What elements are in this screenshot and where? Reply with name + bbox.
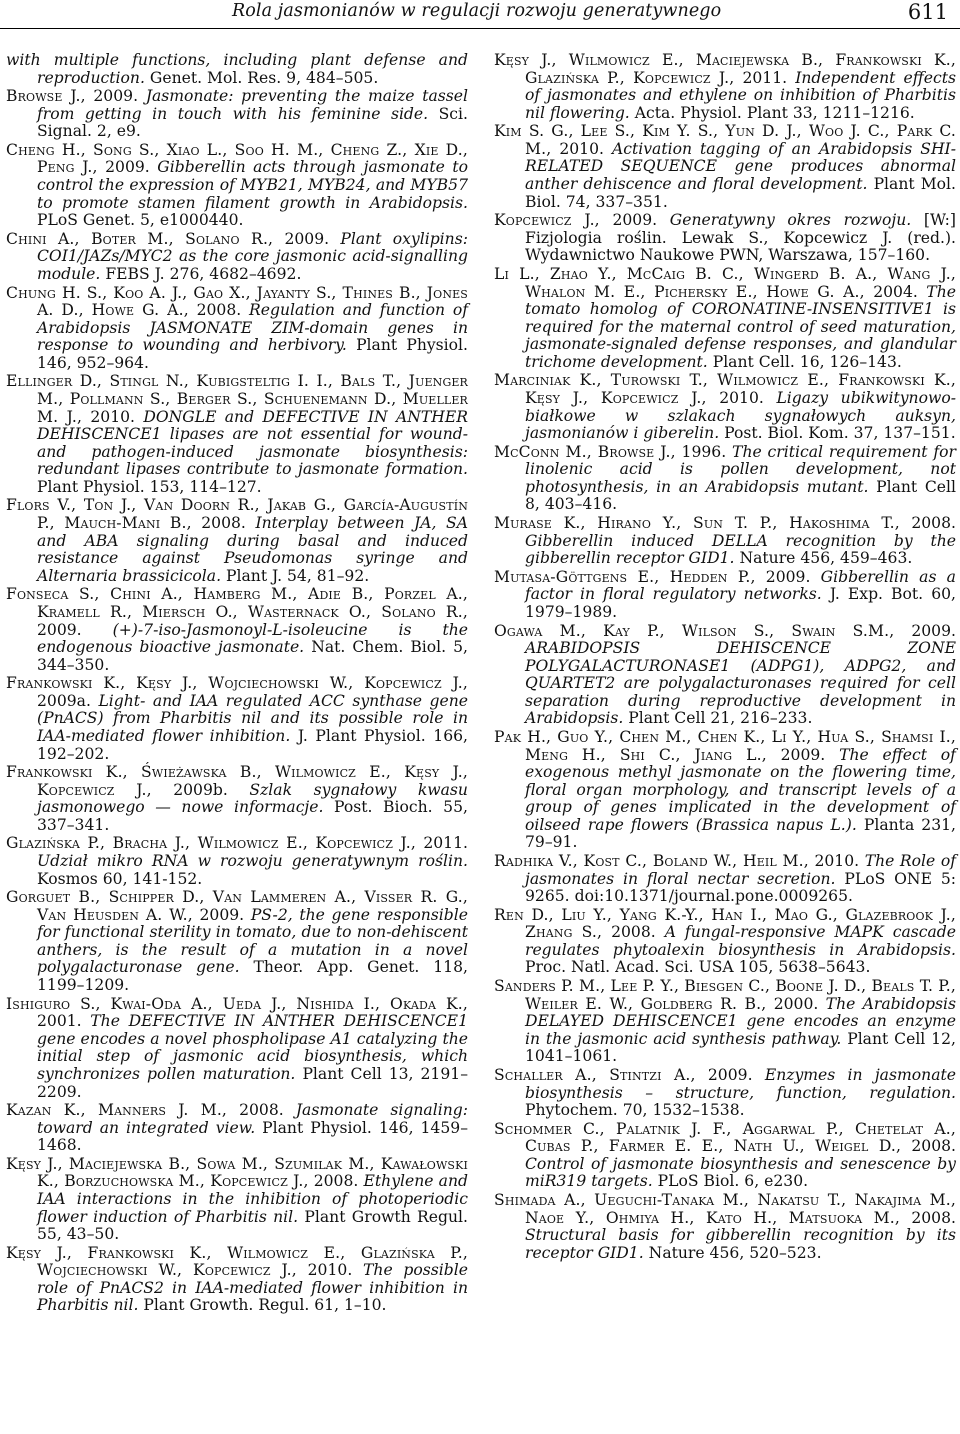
reference-authors: Schaller A., Stintzi A., (494, 1065, 696, 1084)
reference-authors: Kęsy J., Maciejewska B., Sowa M., Szumilak M., Kawałowski K., Borzuchowska M., Kopcewicz J., (6, 1154, 468, 1191)
reference-entry (6, 1156, 468, 1244)
reference-authors: Ogawa M., Kay P., Wilson S., Swain S.M., (494, 621, 895, 640)
reference-title: Light- and IAA regulated ACC synthase gene (PnACS) from Pharbitis nil and its possible role in IAA-mediated flower inhibition. (37, 691, 468, 745)
reference-source: Genet. Mol. Res. 9, 484–505. (149, 68, 379, 87)
reference-title: Udział mikro RNA w rozwoju generatywnym roślin. (37, 852, 468, 871)
reference-authors: Ishiguro S., Kwai-Oda A., Ueda J., Nishida I., Okada K., (6, 994, 468, 1013)
reference-source: Kosmos 60, 141-152. (37, 869, 203, 888)
reference-source: PLoS Biol. 6, e230. (657, 1172, 809, 1191)
reference-year: 2009a. (37, 691, 91, 710)
reference-title: The tomato homolog of CORONATINE-INSENSITIVE1 is required for the maternal control of seed maturation, jasmonate-signaled defense responses, and glandular trichome development. (525, 282, 956, 371)
reference-title: Ligazy ubikwitynowo-białkowe w szlakach sygnałowych auksyn, jasmonianów i giberelin. (525, 388, 956, 443)
reference-title: Jasmonate: preventing the maize tassel from getting in touch with his feminine side. (37, 87, 468, 123)
reference-authors: Pak H., Guo Y., Chen M., Chen K., Li Y., Hua S., Shamsi I., Meng H., Shi C., Jiang L., (494, 727, 956, 764)
reference-source: Plant Cell 12, 1041–1061. (525, 1029, 956, 1066)
reference-year: 2011. (423, 834, 468, 853)
reference-source: Sci. Signal. 2, e9. (37, 104, 468, 141)
reference-authors: Browse J., (6, 87, 86, 106)
reference-authors: Kopcewicz J., (494, 211, 600, 230)
reference-source: Plant Cell 13, 2191–2209. (37, 1064, 468, 1101)
page-header (0, 0, 960, 29)
reference-source: Plant Growth Regul. 55, 43–50. (37, 1207, 468, 1244)
reference-title: with multiple functions, including plant defense and reproduction. (6, 51, 468, 87)
reference-entry (6, 1102, 468, 1155)
reference-source: Plant Physiol. 146, 1459–1468. (37, 1118, 468, 1155)
running-title: Rola jasmonianów w regulacji rozwoju generatywnego (232, 1, 722, 21)
reference-title: Ethylene and IAA interactions in the inhibition of photoperiodic flower induction of Pharbitis nil. (37, 1172, 468, 1226)
reference-year: 2009. (105, 158, 150, 177)
reference-entry (6, 996, 468, 1101)
reference-source: Planta 231, 79–91. (525, 815, 956, 852)
reference-authors: Fonseca S., Chini A., Hamberg M., Adie B., Porzel A., Kramell R., Miersch O., Wasternack O., Solano R., (6, 585, 468, 621)
reference-source: Acta. Physiol. Plant 33, 1211–1216. (634, 103, 915, 122)
reference-source: J. Exp. Bot. 60, 1979–1989. (525, 585, 956, 621)
reference-entry (494, 623, 956, 728)
reference-title: Regulation and function of Arabidopsis JASMONATE ZIM-domain genes in response to wounding and herbivory. (37, 301, 468, 355)
reference-source: PLoS ONE 5: 9265. doi:10.1371/journal.pone.0009265. (525, 869, 956, 906)
reference-authors: Kęsy J., Frankowski K., Wilmowicz E., Glazińska P., Wojciechowski W., Kopcewicz J., (6, 1243, 468, 1280)
reference-title: Enzymes in jasmonate biosynthesis – structure, function, regulation. (525, 1065, 956, 1102)
reference-title: Interplay between JA, SA and ABA signaling during basal and induced resistance against Pseudomonas syringe and Alternaria brassicicola. (37, 514, 468, 585)
reference-title: Jasmonate signaling: toward an integrated view. (37, 1101, 468, 1137)
reference-year: 2001. (37, 1012, 82, 1031)
reference-authors: Ren D., Liu Y., Yang K.-Y., Han I., Mao G., Glazebrook J., Zhang S., (494, 905, 956, 942)
reference-title: PS-2, the gene responsible for functional sterility in tomato, due to non-dehiscent anthers, is the result of a mutation in a novel polygalacturonase gene. (37, 905, 468, 977)
reference-authors: Mutasa-Göttgens E., Hedden P., (494, 567, 756, 586)
reference-entry (6, 285, 468, 373)
reference-source: Plant Growth. Regul. 61, 1–10. (143, 1296, 387, 1315)
reference-year: 2008. (911, 1137, 957, 1156)
reference-title: Szlak sygnałowy kwasu jasmonowego — nowe informacje. (37, 780, 468, 817)
reference-entry (6, 497, 468, 585)
reference-source: J. Plant Physiol. 166, 192–202. (37, 726, 468, 763)
reference-year: 2009. (199, 905, 245, 924)
reference-authors: McConn M., Browse J., (494, 442, 676, 461)
reference-column-left (6, 52, 468, 1316)
reference-entry (494, 978, 956, 1066)
reference-title: Independent effects of jasmonates and ethylene on inhibition of Pharbitis nil flowering. (525, 68, 957, 122)
reference-title: Structural basis for gibberellin recognition by its receptor GID1. (525, 1226, 956, 1262)
reference-source: Nature 456, 459–463. (739, 549, 913, 568)
reference-title: The effect of exogenous methyl jasmonate on the flowering time, floral organ morphology, and transcript levels of a group of genes implicated in the development of oilseed rape flowers (Brassica napus L.). (525, 745, 956, 834)
reference-year: 2009. (707, 1065, 753, 1084)
reference-entry (6, 231, 468, 284)
reference-year: 2008. (611, 923, 656, 942)
reference-authors: Kęsy J., Wilmowicz E., Maciejewska B., Frankowski K., Glazińska P., Kopcewicz J., (494, 51, 956, 87)
reference-title: The Role of jasmonates in floral nectar secretion. (525, 852, 956, 888)
reference-source: Proc. Natl. Acad. Sci. USA 105, 5638–5643. (525, 958, 871, 977)
reference-year: 2010. (90, 407, 136, 426)
reference-source: PLoS Genet. 5, e1000440. (37, 211, 244, 230)
reference-entry (6, 675, 468, 763)
reference-entry (494, 212, 956, 265)
reference-column-right (494, 52, 956, 1263)
reference-authors: Chini A., Boter M., Solano R., (6, 229, 274, 248)
reference-source: Plant Cell. 16, 126–143. (712, 352, 902, 371)
reference-authors: Frankowski K., Kęsy J., Wojciechowski W., Kopcewicz J., (6, 674, 468, 693)
reference-entry (494, 515, 956, 568)
reference-entry (494, 372, 956, 442)
reference-title: Gibberellin induced DELLA recognition by the gibberellin receptor GID1. (525, 531, 956, 568)
reference-source: Plant Cell 8, 403–416. (525, 477, 956, 514)
reference-year: 2009. (93, 87, 139, 106)
reference-entry (6, 586, 468, 674)
reference-title: (+)-7-iso-Jasmonoyl-L-isoleucine is the endogenous bioactive jasmonate. (37, 620, 468, 657)
reference-year: 2010. (559, 139, 604, 158)
reference-source: [W:] Fizjologia roślin. Lewak S., Kopcewicz J. (red.). Wydawnictwo Naukowe PWN, Warszawa, 157–160. (525, 211, 956, 265)
reference-title: Control of jasmonate biosynthesis and senescence by miR319 targets. (525, 1154, 956, 1191)
reference-source: Phytochem. 70, 1532–1538. (525, 1101, 745, 1120)
reference-authors: Frankowski K., Świeżawska B., Wilmowicz E., Kęsy J., Kopcewicz J., (6, 763, 468, 799)
reference-entry (494, 853, 956, 906)
reference-entry (6, 373, 468, 496)
reference-title: The Arabidopsis DELAYED DEHISCENCE1 gene encodes an enzyme in the jasmonic acid synthesis pathway. (525, 994, 956, 1048)
reference-year: 2000. (773, 994, 819, 1013)
reference-authors: Flors V., Ton J., Van Doorn R., Jakab G., García-Augustín P., Mauch-Mani B., (6, 496, 468, 533)
reference-title: Activation tagging of an Arabidopsis SHI-RELATED SEQUENCE gene produces abnormal anther dehiscence and floral development. (525, 139, 956, 194)
reference-title: The DEFECTIVE IN ANTHER DEHISCENCE1 gene encodes a novel phospholipase A1 catalyzing the initial step of jasmonic acid biosynthesis, which synchronizes pollen maturation. (37, 1012, 468, 1083)
reference-year: 2010. (307, 1261, 353, 1280)
reference-entry (6, 1245, 468, 1315)
reference-year: 2009. (780, 745, 826, 764)
reference-title: Plant oxylipins: COI1/JAZs/MYC2 as the core jasmonic acid-signalling module. (37, 229, 468, 283)
reference-authors: Radhika V., Kost C., Boland W., Heil M., (494, 852, 809, 871)
reference-year: 2008. (201, 514, 246, 533)
reference-entry (494, 444, 956, 514)
reference-entry (6, 142, 468, 230)
reference-year: 1996. (681, 442, 727, 461)
reference-year: 2009. (911, 621, 956, 640)
reference-authors: Kim S. G., Lee S., Kim Y. S., Yun D. J., Woo J. C., Park C. M., (494, 122, 956, 158)
reference-title: Gibberellin acts through jasmonate to control the expression of MYB21, MYB24, and MYB57 to promote stamen filament growth in Arabidopsis. (37, 158, 468, 212)
reference-year: 2009. (612, 211, 658, 230)
reference-year: 2008. (239, 1101, 284, 1120)
reference-entry (6, 889, 468, 994)
reference-entry (6, 764, 468, 834)
reference-entry (6, 52, 468, 87)
reference-year: 2009. (284, 229, 330, 248)
reference-authors: Shimada A., Ueguchi-Tanaka M., Nakatsu T., Nakajima M., Naoe Y., Ohmiya H., Kato H., Matsuoka M., (494, 1191, 956, 1227)
reference-authors: Kazan K., Manners J. M., (6, 1101, 228, 1120)
page-number: 611 (907, 0, 948, 24)
reference-entry (6, 88, 468, 141)
reference-source: Plant Physiol. 153, 114–127. (37, 477, 262, 496)
reference-year: 2008. (911, 1208, 956, 1227)
reference-year: 2010. (719, 388, 764, 407)
reference-year: 2010. (814, 852, 860, 871)
reference-authors: Glazińska P., Bracha J., Wilmowicz E., Kopcewicz J., (6, 834, 416, 853)
reference-entry (494, 123, 956, 211)
reference-authors: Li L., Zhao Y., McCaig B. C., Wingerd B. A., Wang J., Whalon M. E., Pichersky E., Howe G. A., (494, 264, 956, 301)
reference-year: 2009b. (173, 780, 228, 799)
reference-title: Generatywny okres rozwoju. (669, 211, 912, 230)
reference-year: 2008. (911, 514, 956, 533)
reference-entry (494, 1121, 956, 1191)
reference-entry (494, 1067, 956, 1120)
reference-source: Post. Biol. Kom. 37, 137–151. (724, 424, 956, 443)
reference-entry (494, 266, 956, 371)
reference-entry (494, 569, 956, 622)
reference-source: Plant Cell 21, 216–233. (628, 709, 813, 728)
reference-title: The possible role of PnACS2 in IAA-mediated flower inhibition in Pharbitis nil. (37, 1261, 468, 1315)
reference-title: DONGLE and DEFECTIVE IN ANTHER DEHISCENCE1 lipases are not essential for wound- and pathogen-induced jasmonate biosynthesis: redundant lipases contribute to jasmonate formation. (37, 407, 468, 479)
reference-year: 2008. (196, 301, 242, 320)
reference-authors: Chung H. S., Koo A. J., Gao X., Jayanty S., Thines B., Jones A. D., Howe G. A., (6, 283, 468, 320)
reference-year: 2009. (765, 567, 811, 586)
reference-authors: Cheng H., Song S., Xiao L., Soo H. M., Cheng Z., Xie D., Peng J., (6, 140, 468, 177)
reference-title: The critical requirement for linolenic acid is pollen development, not photosynthesis, in an Arabidopsis mutant. (525, 442, 956, 496)
reference-source: Plant Physiol. 146, 952–964. (37, 336, 468, 372)
reference-source: Nature 456, 520–523. (648, 1243, 822, 1262)
reference-title: Gibberellin as a factor in floral regulatory networks. (525, 567, 956, 604)
reference-year: 2004. (873, 282, 918, 301)
reference-year: 2008. (313, 1172, 359, 1191)
reference-authors: Marciniak K., Turowski T., Wilmowicz E., Frankowski K., Kęsy J., Kopcewicz J., (494, 371, 956, 407)
reference-year: 2009. (37, 620, 82, 639)
reference-entry (494, 52, 956, 122)
reference-title: ARABIDOPSIS DEHISCENCE ZONE POLYGALACTURONASE1 (ADPG1), ADPG2, and QUARTET2 are polygalacturonases required for cell separation during reproductive development in Arabidopsis. (525, 639, 956, 728)
reference-authors: Schommer C., Palatnik J. F., Aggarwal P., Chetelat A., Cubas P., Farmer E. E., Nath U., Weigel D., (494, 1119, 956, 1156)
reference-authors: Gorguet B., Schipper D., Van Lammeren A., Visser R. G., Van Heusden A. W., (6, 888, 468, 924)
reference-year: 2011. (742, 68, 788, 87)
reference-authors: Murase K., Hirano Y., Sun T. P., Hakoshima T., (494, 514, 900, 533)
reference-entry (494, 907, 956, 977)
reference-source: Nat. Chem. Biol. 5, 344–350. (37, 638, 469, 674)
reference-entry (494, 729, 956, 852)
reference-entry (494, 1192, 956, 1262)
reference-title: A fungal-responsive MAPK cascade regulates phytoalexin biosynthesis in Arabidopsis. (525, 923, 956, 959)
reference-authors: Sanders P. M., Lee P. Y., Biesgen C., Boone J. D., Beals T. P., Weiler E. W., Goldberg R. B., (494, 977, 956, 1013)
reference-source: FEBS J. 276, 4682–4692. (105, 264, 302, 283)
reference-authors: Ellinger D., Stingl N., Kubigsteltig I. I., Bals T., Juenger M., Pollmann S., Berger S., Schuenemann D., Mueller M. J., (6, 372, 468, 426)
reference-source: Plant Mol. Biol. 74, 337–351. (525, 175, 957, 211)
reference-source: Post. Bioch. 55, 337–341. (37, 798, 468, 834)
reference-source: Theor. App. Genet. 118, 1199–1209. (37, 958, 468, 995)
reference-source: Plant J. 54, 81–92. (226, 566, 370, 585)
reference-entry (6, 835, 468, 888)
